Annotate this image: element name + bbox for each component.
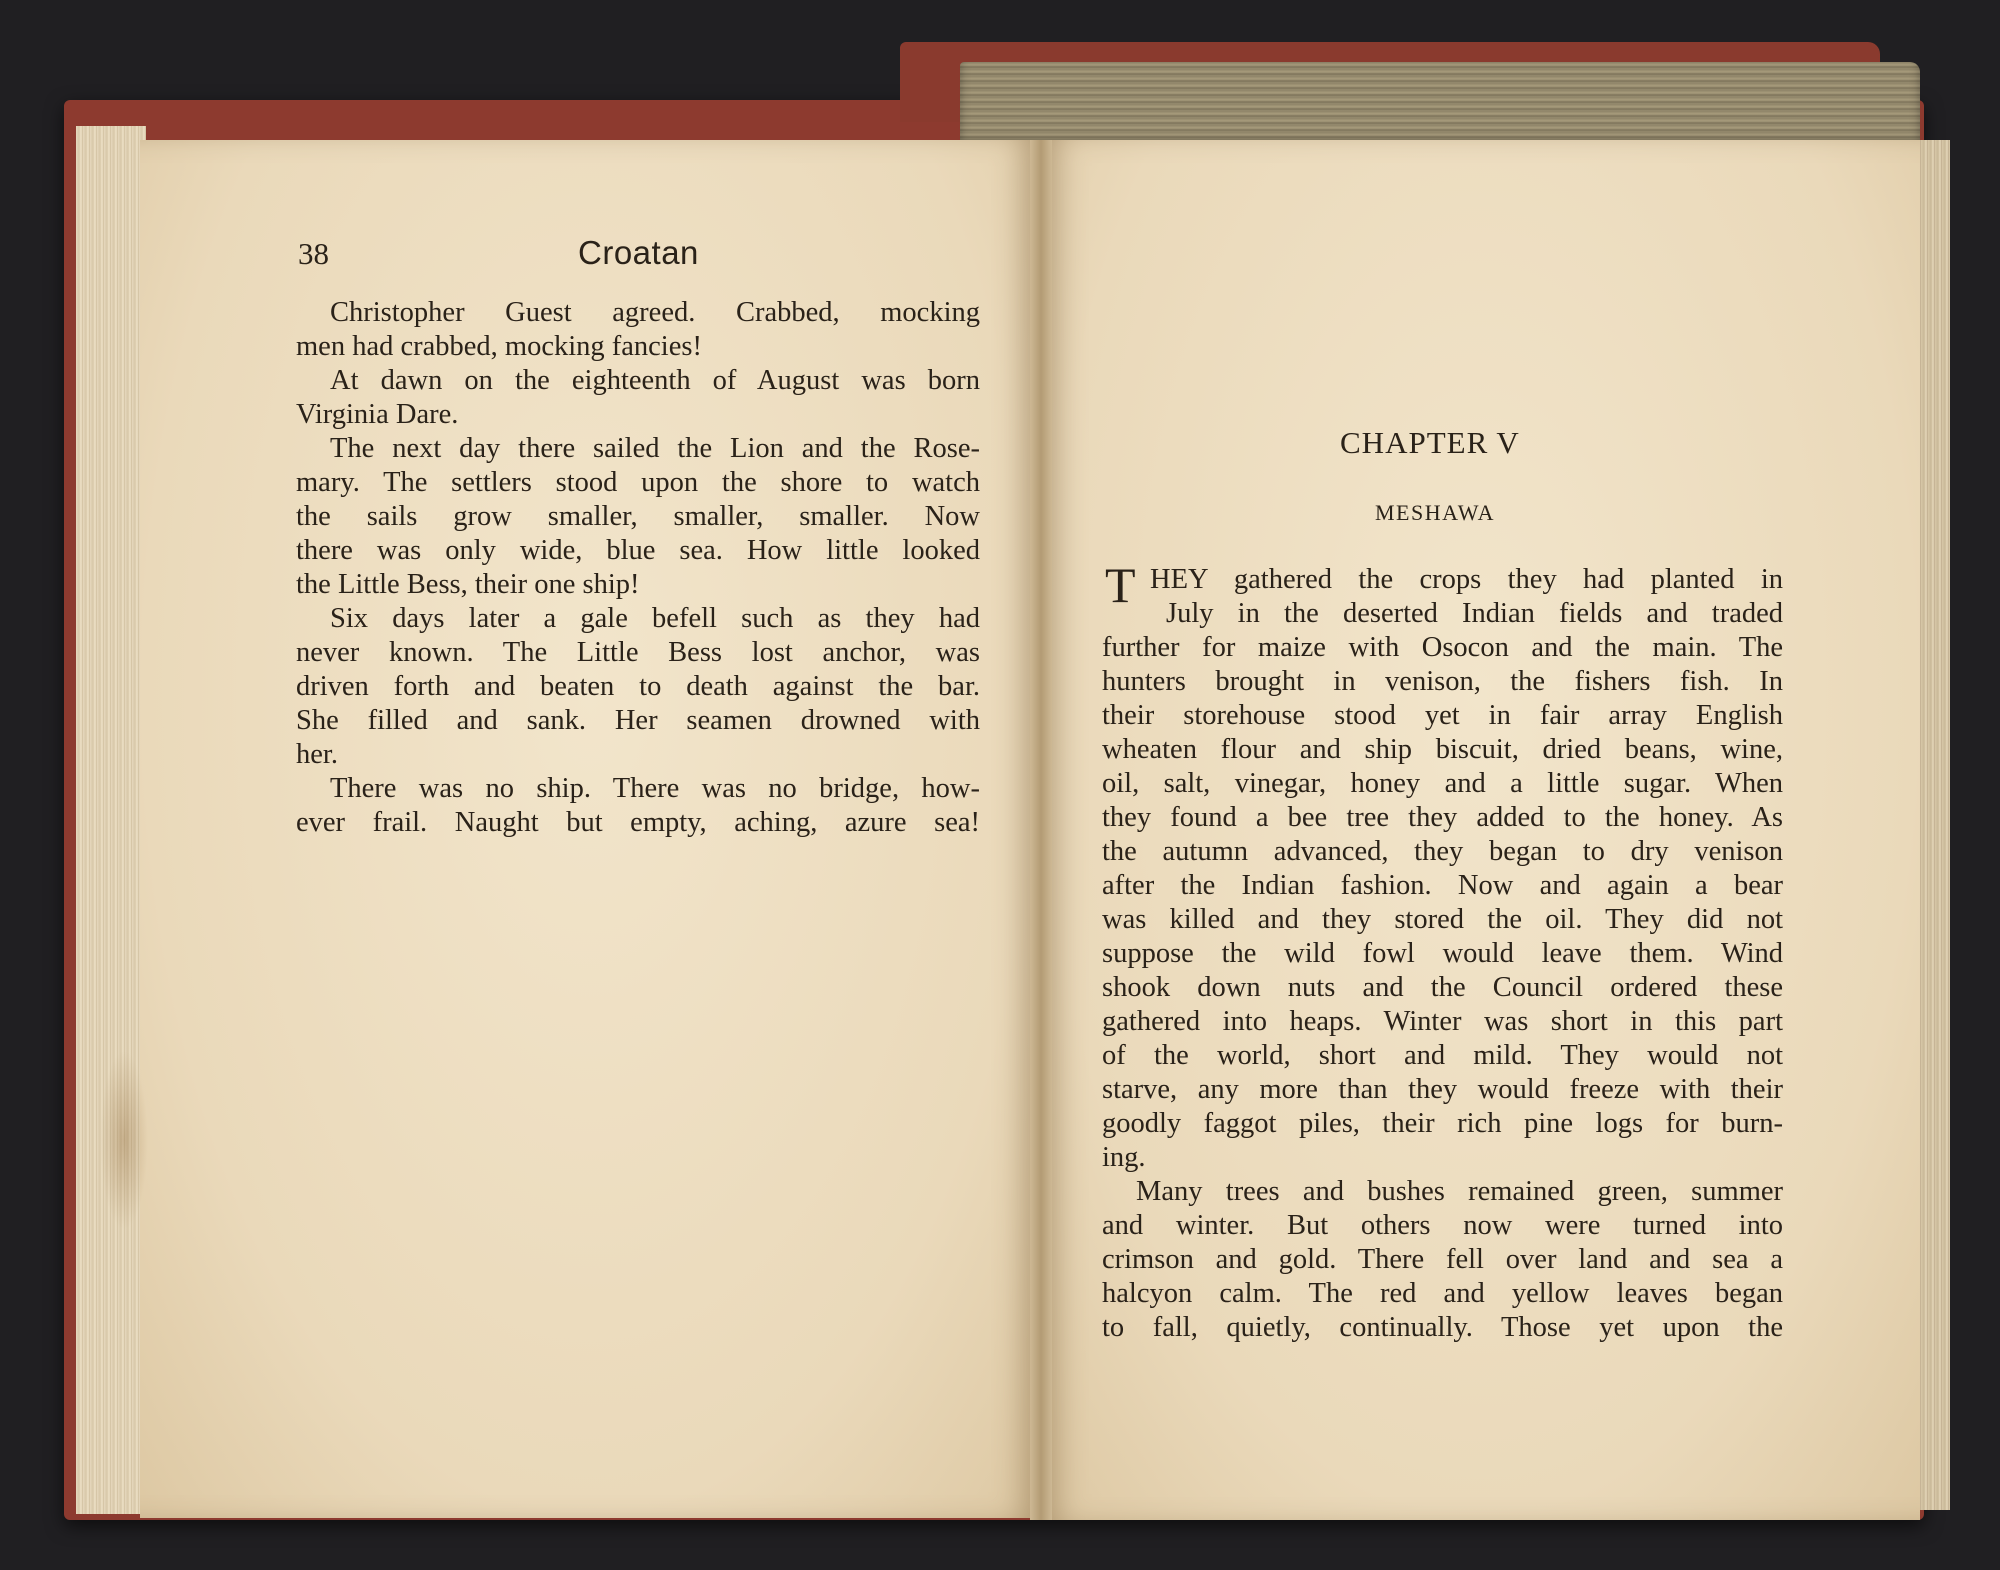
running-head: Croatan (578, 234, 699, 271)
text-line: The next day there sailed the Lion and the Rose- (330, 433, 980, 464)
text-line: She filled and sank. Her seamen drowned with (296, 705, 980, 736)
book-gutter (1030, 140, 1052, 1520)
text-line: oil, salt, vinegar, honey and a little sugar. When (1102, 768, 1783, 799)
text-line: men had crabbed, mocking fancies! (296, 331, 702, 362)
text-line: mary. The settlers stood upon the shore to watch (296, 467, 980, 498)
text-line: halcyon calm. The red and yellow leaves began (1102, 1278, 1783, 1309)
text-line: Six days later a gale befell such as they had (330, 603, 980, 634)
text-line: to fall, quietly, continually. Those yet upon the (1102, 1312, 1783, 1343)
drop-cap: T (1105, 557, 1136, 613)
chapter-subtitle: MESHAWA (1375, 500, 1495, 525)
text-line: driven forth and beaten to death against the bar. (296, 671, 980, 702)
text-line: the Little Bess, their one ship! (296, 569, 640, 600)
text-line: the autumn advanced, they began to dry venison (1102, 836, 1783, 867)
text-line: of the world, short and mild. They would not (1102, 1040, 1783, 1071)
text-line: her. (296, 739, 338, 770)
text-line: At dawn on the eighteenth of August was born (330, 365, 980, 396)
text-line: further for maize with Osocon and the main. The (1102, 632, 1783, 663)
text-line: Many trees and bushes remained green, summer (1136, 1176, 1783, 1207)
text-line: hunters brought in venison, the fishers fish. In (1102, 666, 1783, 697)
text-line: starve, any more than they would freeze with their (1102, 1074, 1783, 1105)
text-line: shook down nuts and the Council ordered these (1102, 972, 1783, 1003)
text-line: Virginia Dare. (296, 399, 459, 430)
text-line: July in the deserted Indian fields and traded (1166, 598, 1783, 629)
text-line: there was only wide, blue sea. How little looked (296, 535, 980, 566)
page-block-edge (960, 62, 1920, 148)
chapter-title: CHAPTER V (1340, 425, 1520, 460)
text-line: crimson and gold. There fell over land and sea a (1102, 1244, 1783, 1275)
text-line: HEY gathered the crops they had planted in (1150, 564, 1783, 595)
text-line: gathered into heaps. Winter was short in this part (1102, 1006, 1783, 1037)
text-line: never known. The Little Bess lost anchor, was (296, 637, 980, 668)
text-line: goodly faggot piles, their rich pine logs for burn- (1102, 1108, 1783, 1139)
text-line: their storehouse stood yet in fair array English (1102, 700, 1783, 731)
text-line: the sails grow smaller, smaller, smaller. Now (296, 501, 980, 532)
text-line: after the Indian fashion. Now and again a bear (1102, 870, 1783, 901)
text-line: and winter. But others now were turned into (1102, 1210, 1783, 1241)
text-line: they found a bee tree they added to the honey. As (1102, 802, 1783, 833)
text-line: Christopher Guest agreed. Crabbed, mocking (330, 297, 980, 328)
page-number: 38 (298, 236, 329, 271)
text-line: was killed and they stored the oil. They did not (1102, 904, 1783, 935)
text-line: wheaten flour and ship biscuit, dried beans, wine, (1102, 734, 1783, 765)
left-page-edges (76, 126, 146, 1514)
text-line: ever frail. Naught but empty, aching, azure sea! (296, 807, 980, 838)
page-stain (100, 1050, 148, 1230)
text-line: suppose the wild fowl would leave them. Wind (1102, 938, 1783, 969)
text-line: ing. (1102, 1142, 1146, 1173)
text-line: There was no ship. There was no bridge, how- (330, 773, 980, 804)
